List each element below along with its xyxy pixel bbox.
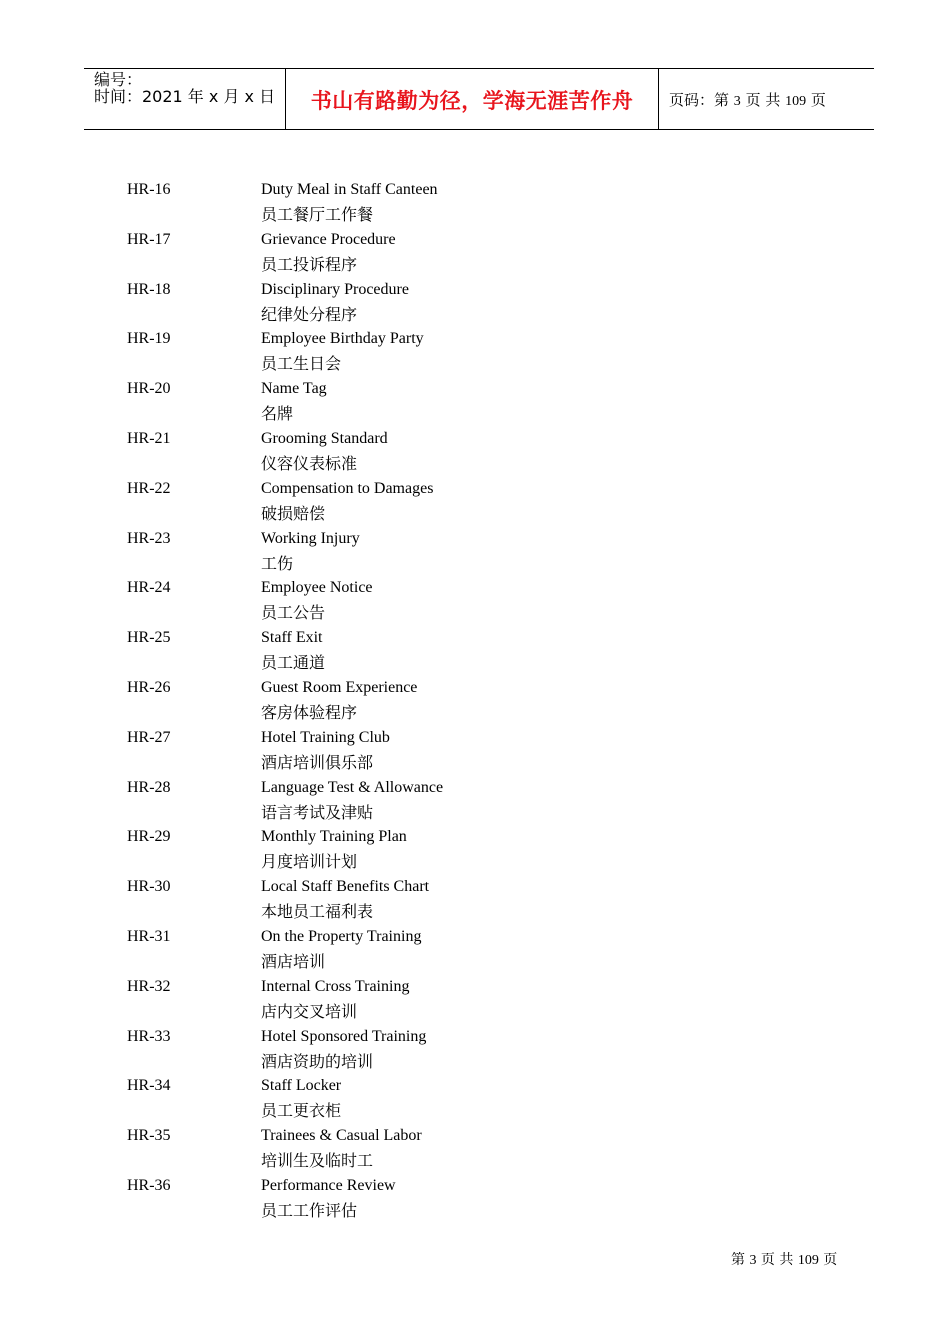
- policy-title-zh: 酒店培训俱乐部: [261, 752, 374, 772]
- footer-page-middle: 页 共: [760, 1252, 794, 1268]
- policy-code: HR-24: [127, 579, 171, 597]
- policy-code: HR-26: [127, 678, 171, 696]
- policy-title-zh: 仪容仪表标准: [261, 453, 358, 473]
- policy-title-en: Hotel Training Club: [261, 728, 390, 746]
- header-page-cell: [659, 69, 874, 129]
- header-page-prefix: 页码：第: [669, 91, 730, 109]
- policy-title-zh: 本地员工福利表: [261, 902, 374, 922]
- list-item: [0, 479, 950, 529]
- policy-title-en: Internal Cross Training: [261, 977, 410, 995]
- policy-title-en: Hotel Sponsored Training: [261, 1027, 427, 1045]
- header-meta-cell: [84, 69, 286, 129]
- policy-code: HR-36: [127, 1176, 171, 1194]
- policy-code: HR-19: [127, 330, 171, 348]
- policy-code: HR-34: [127, 1077, 171, 1095]
- policy-code: HR-29: [127, 828, 171, 846]
- policy-title-en: Trainees & Casual Labor: [261, 1127, 422, 1145]
- policy-title-zh: 员工公告: [261, 603, 326, 623]
- list-item: [0, 778, 950, 828]
- list-item: [0, 728, 950, 778]
- policy-title-zh: 破损赔偿: [261, 503, 326, 523]
- header-page-middle: 页 共: [745, 91, 781, 109]
- policy-title-zh: 员工餐厅工作餐: [261, 205, 374, 224]
- policy-title-en: Working Injury: [261, 529, 360, 547]
- policy-title-zh: 员工工作评估: [261, 1200, 358, 1220]
- list-item: [0, 1027, 950, 1077]
- policy-title-zh: 员工通道: [261, 653, 326, 673]
- policy-code: HR-35: [127, 1127, 171, 1145]
- footer-page-prefix: 第: [731, 1252, 745, 1268]
- policy-code: HR-23: [127, 529, 171, 547]
- serial-label: 编号：: [94, 70, 143, 89]
- list-item: [0, 578, 950, 628]
- policy-title-en: Duty Meal in Staff Canteen: [261, 181, 438, 198]
- list-item: [0, 1076, 950, 1126]
- list-item: [0, 329, 950, 379]
- footer-page-current: 3: [749, 1253, 757, 1268]
- policy-title-en: Grievance Procedure: [261, 230, 396, 248]
- header-page-total: 109: [785, 94, 807, 109]
- list-item: [0, 977, 950, 1027]
- policy-title-en: Compensation to Damages: [261, 479, 434, 497]
- policy-code: HR-28: [127, 778, 171, 796]
- header-page-suffix: 页: [810, 91, 826, 109]
- policy-title-en: Staff Exit: [261, 629, 323, 647]
- list-item: [0, 230, 950, 280]
- policy-title-en: Grooming Standard: [261, 429, 388, 447]
- policy-title-en: Language Test & Allowance: [261, 778, 444, 796]
- policy-code: HR-25: [127, 629, 171, 647]
- policy-title-zh: 客房体验程序: [261, 702, 358, 722]
- page-footer: [731, 1249, 837, 1269]
- policy-title-en: Name Tag: [261, 380, 327, 398]
- page-header: [84, 68, 874, 130]
- policy-code: HR-32: [127, 977, 171, 995]
- policy-code: HR-27: [127, 728, 171, 746]
- footer-page-suffix: 页: [823, 1252, 838, 1268]
- header-page-current: 3: [733, 94, 741, 109]
- policy-list: [0, 180, 950, 1226]
- motto-text: 书山有路勤为径，学海无涯苦作舟: [310, 89, 634, 113]
- policy-title-zh: 语言考试及津贴: [261, 802, 374, 822]
- policy-title-zh: 工伤: [261, 553, 294, 573]
- policy-title-en: Disciplinary Procedure: [261, 280, 409, 298]
- policy-code: HR-16: [127, 181, 171, 198]
- list-item: [0, 379, 950, 429]
- policy-code: HR-30: [127, 878, 171, 896]
- list-item: [0, 628, 950, 678]
- policy-title-zh: 员工生日会: [261, 354, 342, 374]
- policy-code: HR-18: [127, 280, 171, 298]
- policy-title-zh: 店内交叉培训: [261, 1001, 358, 1021]
- policy-code: HR-21: [127, 429, 171, 447]
- list-item: [0, 877, 950, 927]
- policy-code: HR-31: [127, 927, 171, 945]
- policy-title-en: Local Staff Benefits Chart: [261, 878, 430, 896]
- policy-title-zh: 培训生及临时工: [261, 1151, 374, 1171]
- policy-title-en: Performance Review: [261, 1176, 396, 1194]
- list-item: [0, 1176, 950, 1226]
- list-item: [0, 827, 950, 877]
- list-item: [0, 180, 950, 230]
- policy-title-en: Employee Birthday Party: [261, 330, 424, 348]
- policy-code: HR-17: [127, 230, 171, 248]
- policy-title-zh: 纪律处分程序: [261, 304, 358, 324]
- list-item: [0, 529, 950, 579]
- policy-title-en: Staff Locker: [261, 1077, 342, 1095]
- policy-title-zh: 酒店培训: [261, 951, 326, 971]
- policy-title-zh: 员工投诉程序: [261, 254, 358, 274]
- policy-code: HR-33: [127, 1027, 171, 1045]
- header-motto-cell: [286, 69, 659, 129]
- list-item: [0, 927, 950, 977]
- policy-code: HR-22: [127, 479, 171, 497]
- policy-code: HR-20: [127, 380, 171, 398]
- policy-title-en: Monthly Training Plan: [261, 828, 407, 846]
- policy-title-zh: 酒店资助的培训: [261, 1051, 374, 1071]
- policy-title-zh: 月度培训计划: [261, 852, 358, 872]
- list-item: [0, 1126, 950, 1176]
- header-page-number: [669, 89, 826, 110]
- list-item: [0, 429, 950, 479]
- policy-title-en: Guest Room Experience: [261, 678, 418, 696]
- date-label: 时间：2021 年 x 月 x 日: [94, 87, 276, 106]
- list-item: [0, 678, 950, 728]
- list-item: [0, 280, 950, 330]
- policy-title-zh: 名牌: [261, 404, 294, 424]
- footer-page-total: 109: [797, 1253, 819, 1268]
- policy-title-en: Employee Notice: [261, 579, 373, 597]
- policy-title-en: On the Property Training: [261, 927, 422, 945]
- policy-title-zh: 员工更衣柜: [261, 1101, 342, 1121]
